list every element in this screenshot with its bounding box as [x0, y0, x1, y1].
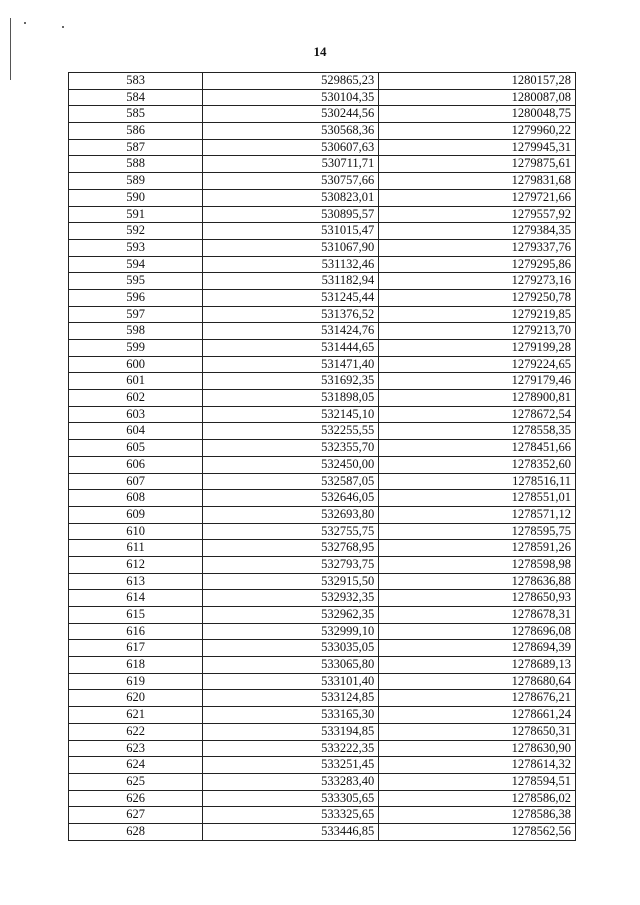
x-coordinate-cell: 530757,66 — [203, 173, 379, 190]
point-number-cell: 618 — [69, 657, 203, 674]
point-number-cell: 600 — [69, 356, 203, 373]
y-coordinate-cell: 1278586,38 — [379, 807, 576, 824]
table-row — [69, 406, 576, 423]
x-coordinate-cell: 533305,65 — [203, 790, 379, 807]
point-number-cell: 621 — [69, 707, 203, 724]
y-coordinate-cell: 1278516,11 — [379, 473, 576, 490]
y-coordinate-cell: 1279945,31 — [379, 139, 576, 156]
y-coordinate-cell: 1278672,54 — [379, 406, 576, 423]
point-number-cell: 585 — [69, 106, 203, 123]
x-coordinate-cell: 532962,35 — [203, 607, 379, 624]
point-number-cell: 616 — [69, 623, 203, 640]
y-coordinate-cell: 1278680,64 — [379, 673, 576, 690]
table-row — [69, 773, 576, 790]
table-row — [69, 373, 576, 390]
point-number-cell: 596 — [69, 289, 203, 306]
table-row — [69, 590, 576, 607]
x-coordinate-cell: 532145,10 — [203, 406, 379, 423]
y-coordinate-cell: 1279273,16 — [379, 273, 576, 290]
y-coordinate-cell: 1278696,08 — [379, 623, 576, 640]
table-row — [69, 473, 576, 490]
table-row — [69, 740, 576, 757]
table-row — [69, 323, 576, 340]
x-coordinate-cell: 532932,35 — [203, 590, 379, 607]
x-coordinate-cell: 530895,57 — [203, 206, 379, 223]
y-coordinate-cell: 1279199,28 — [379, 340, 576, 357]
y-coordinate-cell: 1278900,81 — [379, 390, 576, 407]
y-coordinate-cell: 1278595,75 — [379, 523, 576, 540]
point-number-cell: 588 — [69, 156, 203, 173]
table-row — [69, 273, 576, 290]
y-coordinate-cell: 1278562,56 — [379, 823, 576, 840]
x-coordinate-cell: 531245,44 — [203, 289, 379, 306]
x-coordinate-cell: 530104,35 — [203, 89, 379, 106]
point-number-cell: 604 — [69, 423, 203, 440]
point-number-cell: 624 — [69, 757, 203, 774]
x-coordinate-cell: 531424,76 — [203, 323, 379, 340]
point-number-cell: 608 — [69, 490, 203, 507]
table-row — [69, 306, 576, 323]
y-coordinate-cell: 1280157,28 — [379, 73, 576, 90]
x-coordinate-cell: 532693,80 — [203, 506, 379, 523]
scan-speck — [62, 26, 64, 28]
y-coordinate-cell: 1279219,85 — [379, 306, 576, 323]
x-coordinate-cell: 532646,05 — [203, 490, 379, 507]
point-number-cell: 626 — [69, 790, 203, 807]
x-coordinate-cell: 533124,85 — [203, 690, 379, 707]
y-coordinate-cell: 1278352,60 — [379, 456, 576, 473]
point-number-cell: 597 — [69, 306, 203, 323]
table-row — [69, 607, 576, 624]
y-coordinate-cell: 1280087,08 — [379, 89, 576, 106]
point-number-cell: 628 — [69, 823, 203, 840]
y-coordinate-cell: 1278571,12 — [379, 506, 576, 523]
x-coordinate-cell: 533065,80 — [203, 657, 379, 674]
y-coordinate-cell: 1278451,66 — [379, 440, 576, 457]
table-row — [69, 356, 576, 373]
y-coordinate-cell: 1278586,02 — [379, 790, 576, 807]
table-row — [69, 556, 576, 573]
y-coordinate-cell: 1279295,86 — [379, 256, 576, 273]
point-number-cell: 601 — [69, 373, 203, 390]
x-coordinate-cell: 530711,71 — [203, 156, 379, 173]
y-coordinate-cell: 1278591,26 — [379, 540, 576, 557]
x-coordinate-cell: 533325,65 — [203, 807, 379, 824]
table-row — [69, 506, 576, 523]
x-coordinate-cell: 532587,05 — [203, 473, 379, 490]
point-number-cell: 612 — [69, 556, 203, 573]
table-row — [69, 723, 576, 740]
table-row — [69, 89, 576, 106]
x-coordinate-cell: 531376,52 — [203, 306, 379, 323]
table-row — [69, 73, 576, 90]
point-number-cell: 594 — [69, 256, 203, 273]
x-coordinate-cell: 533446,85 — [203, 823, 379, 840]
point-number-cell: 606 — [69, 456, 203, 473]
point-number-cell: 603 — [69, 406, 203, 423]
table-row — [69, 490, 576, 507]
y-coordinate-cell: 1279179,46 — [379, 373, 576, 390]
table-row — [69, 807, 576, 824]
x-coordinate-cell: 531067,90 — [203, 239, 379, 256]
y-coordinate-cell: 1278676,21 — [379, 690, 576, 707]
point-number-cell: 595 — [69, 273, 203, 290]
y-coordinate-cell: 1279557,92 — [379, 206, 576, 223]
y-coordinate-cell: 1278661,24 — [379, 707, 576, 724]
x-coordinate-cell: 533194,85 — [203, 723, 379, 740]
table-row — [69, 440, 576, 457]
y-coordinate-cell: 1279721,66 — [379, 189, 576, 206]
point-number-cell: 619 — [69, 673, 203, 690]
table-row — [69, 106, 576, 123]
table-row — [69, 123, 576, 140]
table-row — [69, 790, 576, 807]
y-coordinate-cell: 1279224,65 — [379, 356, 576, 373]
table-row — [69, 390, 576, 407]
x-coordinate-cell: 532450,00 — [203, 456, 379, 473]
table-row — [69, 523, 576, 540]
x-coordinate-cell: 533251,45 — [203, 757, 379, 774]
x-coordinate-cell: 529865,23 — [203, 73, 379, 90]
x-coordinate-cell: 531444,65 — [203, 340, 379, 357]
table-row — [69, 289, 576, 306]
x-coordinate-cell: 530607,63 — [203, 139, 379, 156]
y-coordinate-cell: 1278630,90 — [379, 740, 576, 757]
table-row — [69, 173, 576, 190]
point-number-cell: 607 — [69, 473, 203, 490]
coordinates-table — [68, 72, 576, 841]
x-coordinate-cell: 530568,36 — [203, 123, 379, 140]
point-number-cell: 584 — [69, 89, 203, 106]
x-coordinate-cell: 531015,47 — [203, 223, 379, 240]
point-number-cell: 592 — [69, 223, 203, 240]
x-coordinate-cell: 532915,50 — [203, 573, 379, 590]
point-number-cell: 591 — [69, 206, 203, 223]
x-coordinate-cell: 531898,05 — [203, 390, 379, 407]
coordinates-table-body — [69, 73, 576, 841]
x-coordinate-cell: 532999,10 — [203, 623, 379, 640]
point-number-cell: 623 — [69, 740, 203, 757]
table-row — [69, 239, 576, 256]
table-row — [69, 690, 576, 707]
point-number-cell: 609 — [69, 506, 203, 523]
x-coordinate-cell: 533222,35 — [203, 740, 379, 757]
x-coordinate-cell: 530244,56 — [203, 106, 379, 123]
x-coordinate-cell: 531471,40 — [203, 356, 379, 373]
x-coordinate-cell: 532793,75 — [203, 556, 379, 573]
point-number-cell: 590 — [69, 189, 203, 206]
y-coordinate-cell: 1279250,78 — [379, 289, 576, 306]
y-coordinate-cell: 1279960,22 — [379, 123, 576, 140]
y-coordinate-cell: 1278650,93 — [379, 590, 576, 607]
table-row — [69, 673, 576, 690]
x-coordinate-cell: 533283,40 — [203, 773, 379, 790]
y-coordinate-cell: 1278689,13 — [379, 657, 576, 674]
y-coordinate-cell: 1278598,98 — [379, 556, 576, 573]
y-coordinate-cell: 1278678,31 — [379, 607, 576, 624]
y-coordinate-cell: 1279384,35 — [379, 223, 576, 240]
y-coordinate-cell: 1278594,51 — [379, 773, 576, 790]
point-number-cell: 610 — [69, 523, 203, 540]
x-coordinate-cell: 531692,35 — [203, 373, 379, 390]
table-row — [69, 540, 576, 557]
point-number-cell: 599 — [69, 340, 203, 357]
scan-speck — [24, 22, 26, 24]
point-number-cell: 613 — [69, 573, 203, 590]
table-row — [69, 223, 576, 240]
point-number-cell: 625 — [69, 773, 203, 790]
table-row — [69, 623, 576, 640]
table-row — [69, 423, 576, 440]
page-number: 14 — [313, 44, 327, 59]
y-coordinate-cell: 1279213,70 — [379, 323, 576, 340]
table-row — [69, 657, 576, 674]
point-number-cell: 614 — [69, 590, 203, 607]
table-row — [69, 340, 576, 357]
point-number-cell: 615 — [69, 607, 203, 624]
table-row — [69, 757, 576, 774]
table-row — [69, 139, 576, 156]
point-number-cell: 583 — [69, 73, 203, 90]
x-coordinate-cell: 532768,95 — [203, 540, 379, 557]
table-row — [69, 640, 576, 657]
point-number-cell: 598 — [69, 323, 203, 340]
x-coordinate-cell: 532255,55 — [203, 423, 379, 440]
point-number-cell: 605 — [69, 440, 203, 457]
x-coordinate-cell: 533035,05 — [203, 640, 379, 657]
x-coordinate-cell: 530823,01 — [203, 189, 379, 206]
table-row — [69, 156, 576, 173]
y-coordinate-cell: 1279337,76 — [379, 239, 576, 256]
point-number-cell: 611 — [69, 540, 203, 557]
table-row — [69, 707, 576, 724]
y-coordinate-cell: 1279875,61 — [379, 156, 576, 173]
x-coordinate-cell: 531182,94 — [203, 273, 379, 290]
table-row — [69, 256, 576, 273]
table-row — [69, 189, 576, 206]
y-coordinate-cell: 1280048,75 — [379, 106, 576, 123]
y-coordinate-cell: 1278694,39 — [379, 640, 576, 657]
table-row — [69, 573, 576, 590]
x-coordinate-cell: 531132,46 — [203, 256, 379, 273]
point-number-cell: 593 — [69, 239, 203, 256]
x-coordinate-cell: 532755,75 — [203, 523, 379, 540]
y-coordinate-cell: 1279831,68 — [379, 173, 576, 190]
y-coordinate-cell: 1278614,32 — [379, 757, 576, 774]
x-coordinate-cell: 532355,70 — [203, 440, 379, 457]
point-number-cell: 586 — [69, 123, 203, 140]
y-coordinate-cell: 1278636,88 — [379, 573, 576, 590]
point-number-cell: 587 — [69, 139, 203, 156]
point-number-cell: 620 — [69, 690, 203, 707]
y-coordinate-cell: 1278558,35 — [379, 423, 576, 440]
point-number-cell: 602 — [69, 390, 203, 407]
table-row — [69, 823, 576, 840]
x-coordinate-cell: 533165,30 — [203, 707, 379, 724]
point-number-cell: 622 — [69, 723, 203, 740]
x-coordinate-cell: 533101,40 — [203, 673, 379, 690]
point-number-cell: 627 — [69, 807, 203, 824]
point-number-cell: 589 — [69, 173, 203, 190]
y-coordinate-cell: 1278650,31 — [379, 723, 576, 740]
point-number-cell: 617 — [69, 640, 203, 657]
table-row — [69, 206, 576, 223]
table-row — [69, 456, 576, 473]
y-coordinate-cell: 1278551,01 — [379, 490, 576, 507]
